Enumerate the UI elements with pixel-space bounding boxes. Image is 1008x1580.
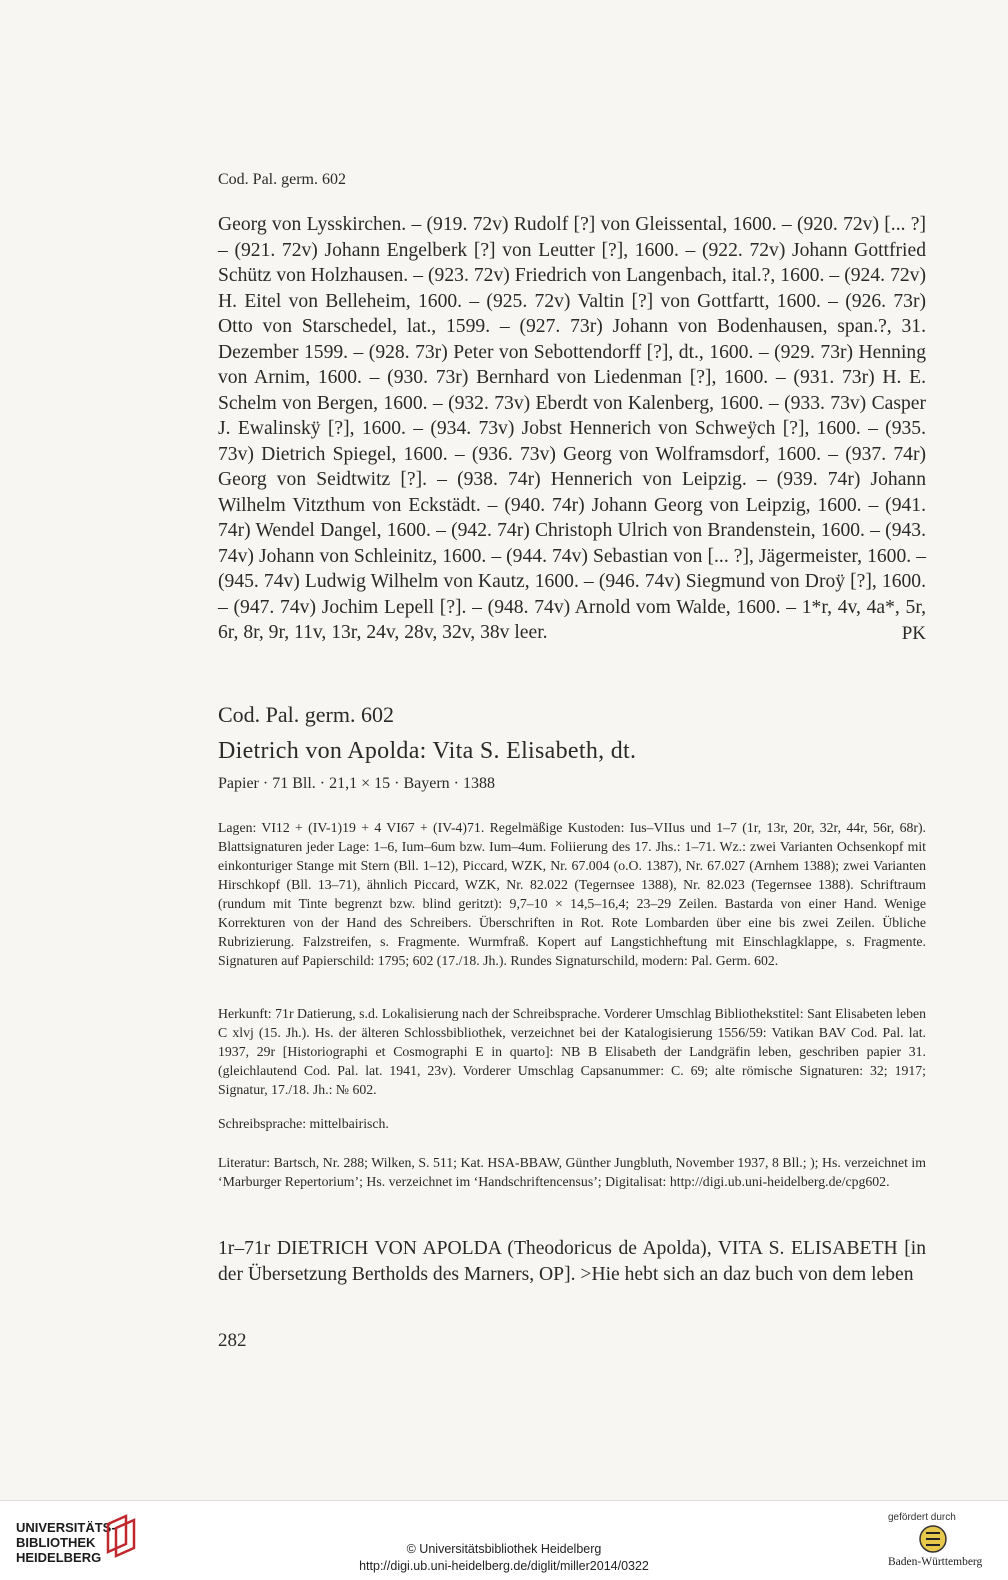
library-name-line2: BIBLIOTHEK	[16, 1535, 96, 1550]
copyright-text: © Universitätsbibliothek Heidelberg	[406, 1542, 602, 1556]
literatur-paragraph: Literatur: Bartsch, Nr. 288; Wilken, S. 511; Kat. HSA-BBAW, Günther Jungbluth, November 1937, 8 Bll.; ); Hs. verzeichnet im ‘Marburger Repertorium’; Hs. verzeichnet im ‘Handschriftencensus’; Digitalisat: http://digi.ub.uni-heidelberg.de/cpg602.	[218, 1155, 926, 1189]
schreibsprache-paragraph: Schreibsprache: mittelbairisch.	[218, 1116, 389, 1131]
state-label: Baden-Württemberg	[888, 1556, 983, 1568]
running-header: Cod. Pal. germ. 602	[218, 171, 346, 188]
author-initials: PK	[901, 623, 926, 644]
funded-by-label: gefördert durch	[888, 1512, 956, 1523]
codex-meta: Papier · 71 Bll. · 21,1 × 15 · Bayern · 1388	[218, 775, 495, 792]
work-title: Dietrich von Apolda: Vita S. Elisabeth, dt.	[218, 738, 637, 764]
codex-title: Cod. Pal. germ. 602	[218, 702, 394, 727]
page-number: 282	[218, 1330, 247, 1351]
lagen-paragraph: Lagen: VI12 + (IV-1)19 + 4 VI67 + (IV-4)71. Regelmäßige Kustoden: Ius–VIIus und 1–7 (1r, 13r, 20r, 32r, 44r, 56r, 68r). Blattsignaturen jeder Lage: 1–6, Ium–6um bzw. Ium–4um. Foliierung des 17. Jhs.: 1–71. Wz.: zwei Varianten Ochsenkopf mit einkonturiger Stange mit Stern (Bll. 1–12), Piccard, WZK, Nr. 67.004 (o.O. 1387), Nr. 67.027 (Arnhem 1388); zwei Varianten Hirschkopf (Bll. 13–71), ähnlich Piccard, WZK, Nr. 82.022 (Tegernsee 1388), Nr. 82.023 (Tegernsee 1388). Schriftraum (rundum mit Tinte begrenzt bzw. blind geritzt): 9,7–10 × 14,5–16,4; 23–29 Zeilen. Bastarda von einer Hand. Wenige Korrekturen von der Hand des Schreibers. Überschriften in Rot. Rote Lombarden über eine bis zwei Zeilen. Übliche Rubrizierung. Falzstreifen, s. Fragmente. Wurmfraß. Kopert auf Langstichheftung mit Einschlagklappe, s. Fragmente. Signaturen auf Papierschild: 1795; 602 (17./18. Jh.). Rundes Signaturschild, modern: Pal. Germ. 602.	[218, 820, 926, 968]
library-name-line3: HEIDELBERG	[16, 1550, 102, 1565]
coat-of-arms-icon	[918, 1524, 948, 1554]
content-paragraph: 1r–71r DIETRICH VON APOLDA (Theodoricus de Apolda), VITA S. ELISABETH [in der Übersetzung Bertholds des Marners, OP]. >Hie hebt sich an daz buch von dem leben	[218, 1238, 926, 1285]
library-name-line1: UNIVERSITÄTS-	[16, 1520, 116, 1535]
herkunft-paragraph: Herkunft: 71r Datierung, s.d. Lokalisierung nach der Schreibsprache. Vorderer Umschlag Bibliothekstitel: Sant Elisabeten leben C xlvj (15. Jh.). Hs. der älteren Schlossbibliothek, verzeichnet bei der Katalogisierung 1556/59: Vatikan BAV Cod. Pal. lat. 1937, 29r [Historiographi et Cosmographi E in quarto]: NB B Elisabeth der Landgräfin leben, geschriben papier 31. (gleichlautend Cod. Pal. lat. 1941, 23v). Vorderer Umschlag Capsanummer: C. 69; alte römische Signaturen: 32; 1917; Signatur, 17./18. Jh.: № 602.	[218, 1006, 926, 1097]
permalink[interactable]: http://digi.ub.uni-heidelberg.de/diglit/miller2014/0322	[359, 1559, 649, 1573]
entry-list-paragraph: Georg von Lysskirchen. – (919. 72v) Rudolf [?] von Gleissental, 1600. – (920. 72v) [... ?] – (921. 72v) Johann Engelberk [?] von Leutter [?], 1600. – (922. 72v) Johann Gottfried Schütz von Holzhausen. – (923. 72v) Friedrich von Langenbach, ital.?, 1600. – (924. 72v) H. Eitel von Belleheim, 1600. – (925. 72v) Valtin [?] von Gottfartt, 1600. – (926. 73r) Otto von Starschedel, lat., 1599. – (927. 73r) Johann von Bodenhausen, span.?, 31. Dezember 1599. – (928. 73r) Peter von Sebottendorff [?], dt., 1600. – (929. 73r) Henning von Arnim, 1600. – (930. 73r) Bernhard von Liedenman [?], 1600. – (931. 73r) H. E. Schelm von Bergen, 1600. – (932. 73v) Eberdt von Kalenberg, 1600. – (933. 73v) Casper J. Ewalinskÿ [?], 1600. – (934. 73v) Jobst Hennerich von Schweÿch [?], 1600. – (935. 73v) Dietrich Spiegel, 1600. – (936. 73v) Georg von Wolframsdorf, 1600. – (937. 74r) Georg von Seidtwitz [?]. – (938. 74r) Hennerich von Leipzig. – (939. 74r) Johann Wilhelm Vitzthum von Eckstädt. – (940. 74r) Johann Georg von Leipzig, 1600. – (941. 74r) Wendel Dangel, 1600. – (942. 74r) Christoph Ulrich von Brandenstein, 1600. – (943. 74v) Johann von Schleinitz, 1600. – (944. 74v) Sebastian von [... ?], Jägermeister, 1600. – (945. 74v) Ludwig Wilhelm von Kautz, 1600. – (946. 74v) Siegmund von Droÿ [?], 1600. – (947. 74v) Jochim Lepell [?]. – (948. 74v) Arnold vom Walde, 1600. – 1*r, 4v, 4a*, 5r, 6r, 8r, 9r, 11v, 13r, 24v, 28v, 32v, 38v leer.	[218, 214, 926, 643]
